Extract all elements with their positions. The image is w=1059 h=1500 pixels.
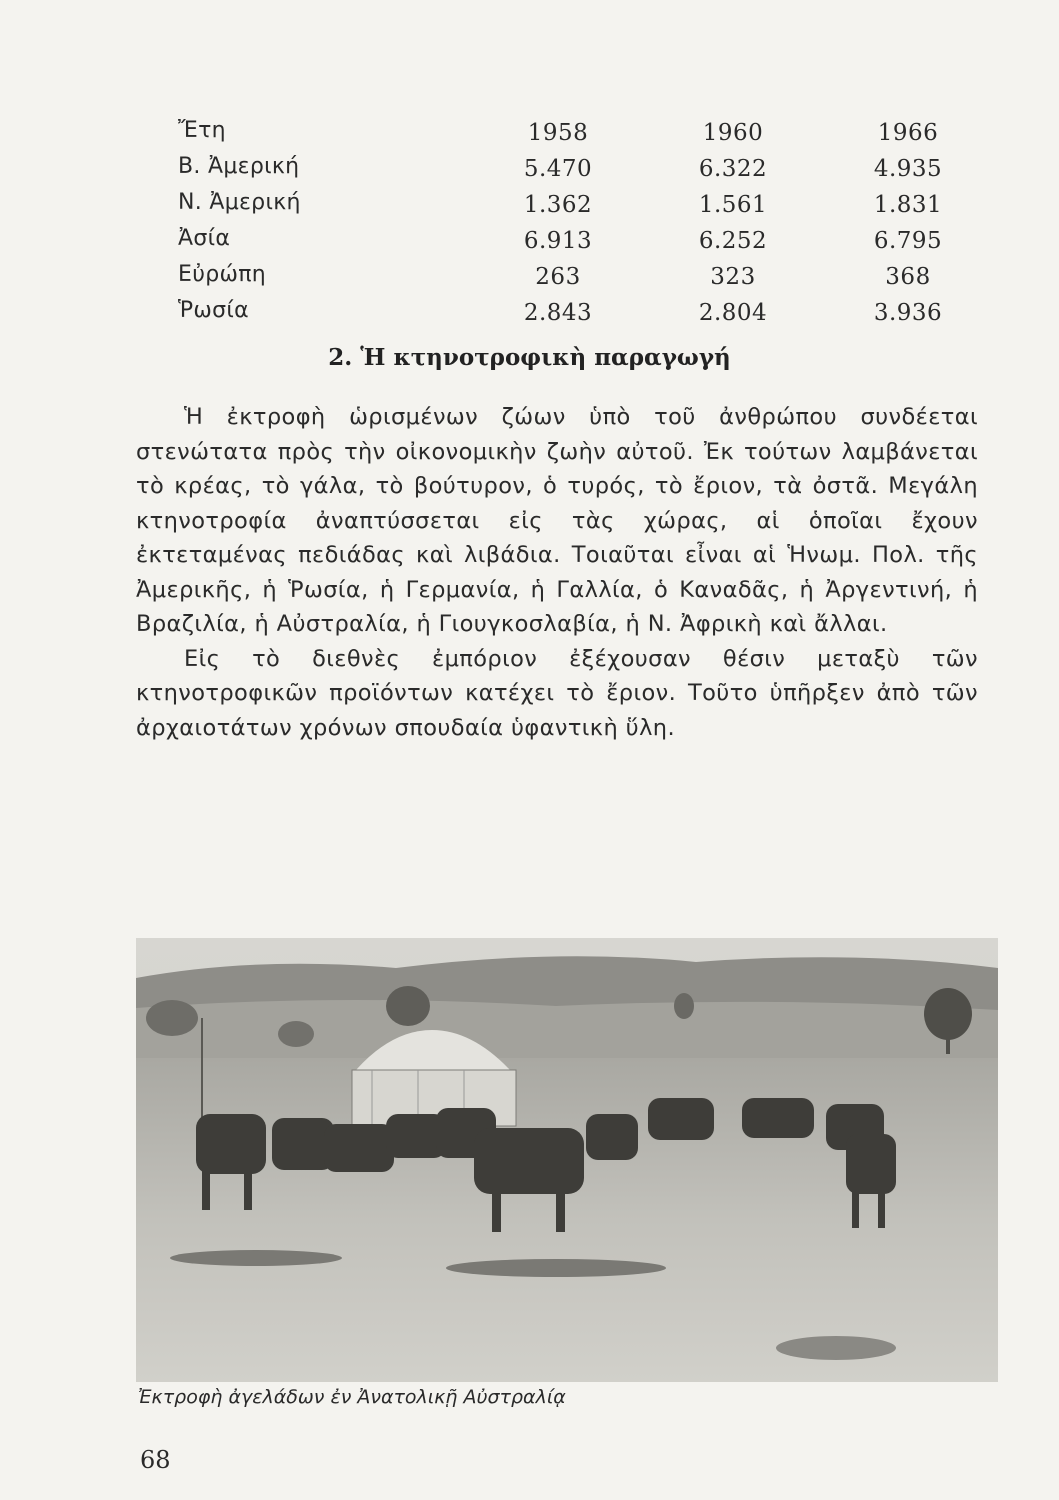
cell-value: 5.470 [523,156,593,182]
table-header-label: Ἔτη [178,118,226,143]
cell-value: 6.252 [698,228,768,254]
cell-value: 1.362 [523,192,593,218]
table-header-year: 1960 [702,120,764,146]
table-row [178,262,958,298]
table-row [178,298,958,334]
cell-value: 6.795 [873,228,943,254]
cell-value: 6.322 [698,156,768,182]
page-number: 68 [140,1446,171,1474]
table-row [178,226,958,262]
production-table [178,118,958,334]
body-text [136,400,978,745]
cell-value: 263 [535,264,581,290]
cell-value: 3.936 [873,300,943,326]
cell-value: 2.804 [698,300,768,326]
cell-value: 1.831 [873,192,943,218]
table-header-year: 1958 [527,120,589,146]
cell-value: 6.913 [523,228,593,254]
row-label: Β. Ἀμερική [178,154,300,179]
table-row [178,190,958,226]
cell-value: 368 [885,264,931,290]
cell-value: 2.843 [523,300,593,326]
cell-value: 323 [710,264,756,290]
cattle-photo [136,938,998,1382]
paragraph: Ἡ ἐκτροφὴ ὡρισμένων ζώων ὑπὸ τοῦ ἀνθρώπου συνδέεται στενώτατα πρὸς τὴν οἰκονομικὴν ζωὴν αὐτοῦ. Ἐκ τούτων λαμβάνεται τὸ κρέας, τὸ γάλα, τὸ βούτυρον, ὁ τυρός, τὸ ἔριον, τὰ ὀστᾶ. Μεγάλη κτηνοτροφία ἀναπτύσσεται εἰς τὰς χώρας, αἱ ὁποῖαι ἔχουν ἐκτεταμένας πεδιάδας καὶ λιβάδια. Τοιαῦται εἶναι αἱ Ἡνωμ. Πολ. τῆς Ἀμερικῆς, ἡ Ῥωσία, ἡ Γερμανία, ἡ Γαλλία, ὁ Καναδᾶς, ἡ Ἀργεντινή, ἡ Βραζιλία, ἡ Αὐστραλία, ἡ Γιουγκοσλαβία, ἡ Ν. Ἀφρικὴ καὶ ἄλλαι. [136,404,978,637]
table-row [178,154,958,190]
photo-caption: Ἐκτροφὴ ἀγελάδων ἐν Ἀνατολικῇ Αὐστραλίᾳ [138,1386,566,1408]
table-header-year: 1966 [877,120,939,146]
cell-value: 1.561 [698,192,768,218]
row-label: Ν. Ἀμερική [178,190,301,215]
row-label: Ἀσία [178,226,231,251]
section-heading: 2. Ἡ κτηνοτροφικὴ παραγωγή [328,344,731,371]
row-label: Ῥωσία [178,298,249,323]
table-header-row [178,118,958,154]
row-label: Εὐρώπη [178,262,267,287]
cell-value: 4.935 [873,156,943,182]
paragraph: Εἰς τὸ διεθνὲς ἐμπόριον ἐξέχουσαν θέσιν μεταξὺ τῶν κτηνοτροφικῶν προϊόντων κατέχει τὸ ἔριον. Τοῦτο ὑπῆρξεν ἀπὸ τῶν ἀρχαιοτάτων χρόνων σπουδαία ὑφαντικὴ ὕλη. [136,645,978,741]
